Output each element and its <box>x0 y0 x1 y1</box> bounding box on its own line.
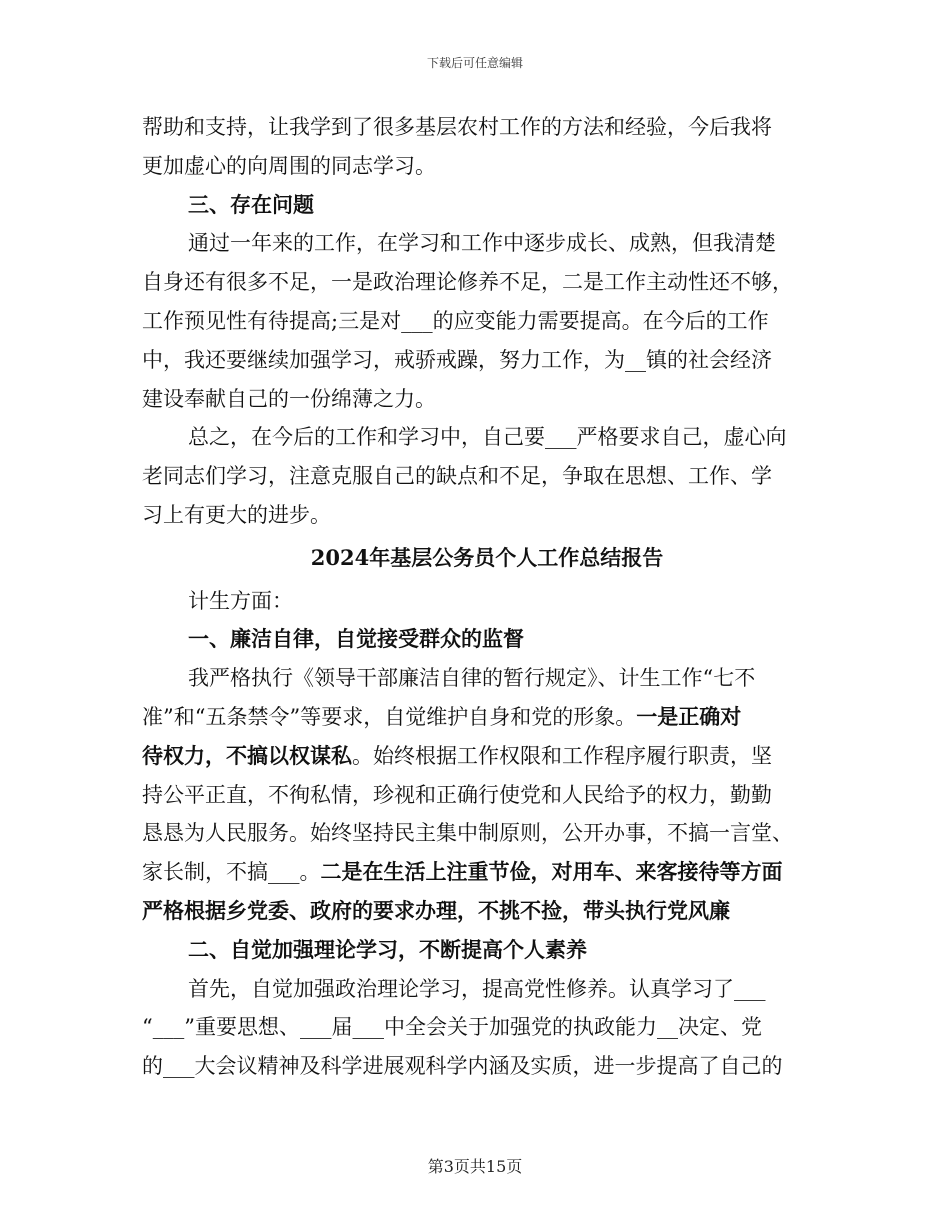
section-heading-two: 二、自觉加强理论学习，不断提高个人素养 <box>188 936 587 962</box>
paragraph-line: 持公平正直，不徇私情，珍视和正确行使党和人民给予的权力，勤勤 <box>142 782 772 807</box>
bold-text-run: 一是正确对 <box>636 703 742 729</box>
paragraph-line: 建设奉献自己的一份绵薄之力。 <box>142 386 436 411</box>
paragraph-line: 习上有更大的进步。 <box>142 502 331 527</box>
text-run: 。始终根据工作权限和工作程序履行职责，坚 <box>352 743 772 768</box>
paragraph-line: 我严格执行《领导干部廉洁自律的暂行规定》、计生工作“七不 <box>188 666 756 691</box>
paragraph-line: 中，我还要继续加强学习，戒骄戒躁，努力工作，为__镇的社会经济 <box>142 347 772 372</box>
paragraph-line: 恳恳为人民服务。始终坚持民主集中制原则，公开办事，不搞一言堂、 <box>142 821 793 846</box>
paragraph-line: 总之，在今后的工作和学习中，自己要___严格要求自己，虚心向 <box>188 425 787 450</box>
paragraph-line: 计生方面： <box>188 588 293 613</box>
paragraph-line: 更加虚心的向周围的同志学习。 <box>142 153 436 178</box>
document-title: 2024年基层公务员个人工作总结报告 <box>310 544 664 570</box>
paragraph-line: 通过一年来的工作，在学习和工作中逐步成长、成熟，但我清楚 <box>188 231 776 256</box>
paragraph-line <box>142 853 832 892</box>
section-heading-one: 一、廉洁自律，自觉接受群众的监督 <box>188 626 524 652</box>
bold-text-run: 待权力，不搞以权谋私 <box>142 742 352 768</box>
bold-text-run: 二是在生活上注重节俭，对用车、来客接待等方面 <box>320 859 783 885</box>
paragraph-line: 老同志们学习，注意克服自己的缺点和不足，争取在思想、工作、学 <box>142 464 772 489</box>
text-run: 准”和“五条禁令”等要求，自觉维护自身和党的形象。 <box>142 704 637 729</box>
paragraph-line: 工作预见性有待提高;三是对___的应变能力需要提高。在今后的工作 <box>142 308 769 333</box>
paragraph-line: 严格根据乡党委、政府的要求办理，不挑不捡，带头执行党风廉 <box>142 897 730 923</box>
paragraph-line: 帮助和支持，让我学到了很多基层农村工作的方法和经验，今后我将 <box>142 115 772 139</box>
paragraph-line: 首先，自觉加强政治理论学习，提高党性修养。认真学习了___ <box>188 976 766 1001</box>
paragraph-line <box>142 737 832 776</box>
header-note: 下载后可任意编辑 <box>426 56 523 70</box>
section-heading-problems: 三、存在问题 <box>188 191 314 217</box>
paragraph-line <box>142 698 832 737</box>
text-run: 家长制，不搞___。 <box>142 860 321 885</box>
paragraph-line: “___”重要思想、___届___中全会关于加强党的执政能力__决定、党 <box>142 1015 762 1040</box>
page-number: 第3页共15页 <box>427 1157 523 1176</box>
document-body <box>142 108 832 1086</box>
paragraph-line: 自身还有很多不足，一是政治理论修养不足，二是工作主动性还不够， <box>142 270 793 295</box>
paragraph-line: 的___大会议精神及科学进展观科学内涵及实质，进一步提高了自己的 <box>142 1054 783 1079</box>
